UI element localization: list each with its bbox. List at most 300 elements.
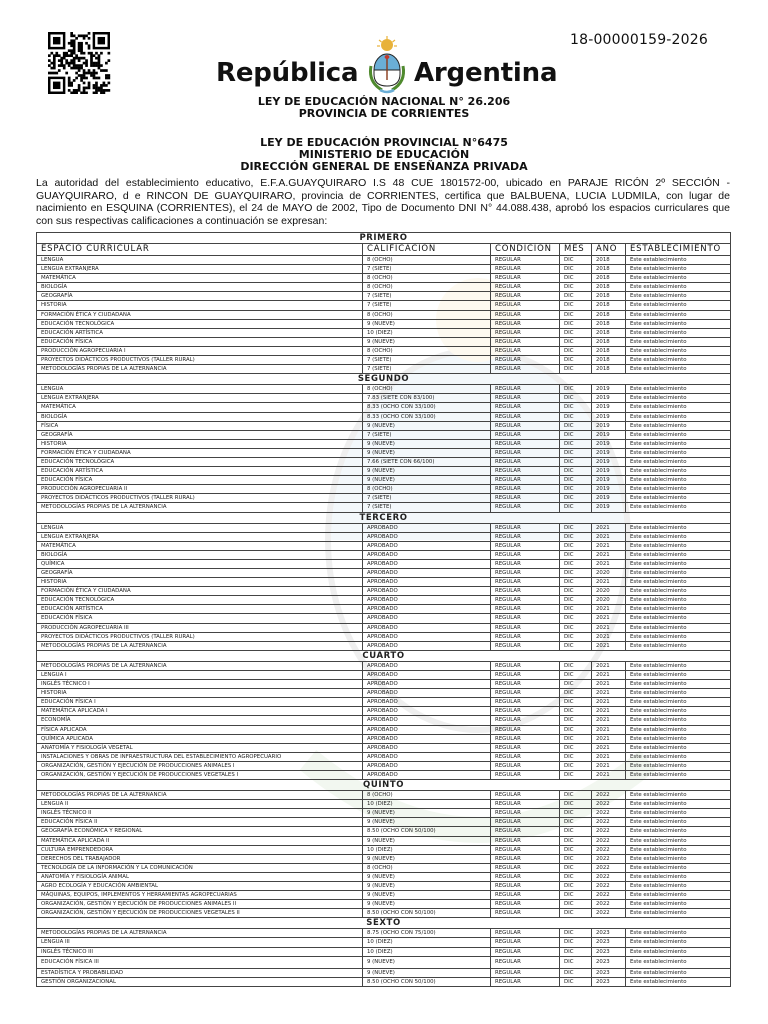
cell-year: 2023 — [592, 956, 626, 968]
cell-institution: Este establecimiento — [626, 319, 731, 328]
cell-year: 2019 — [592, 421, 626, 430]
cell-subject: LENGUA II — [37, 800, 363, 809]
cell-subject: EDUCACIÓN FÍSICA — [37, 476, 363, 485]
cell-institution: Este establecimiento — [626, 707, 731, 716]
cell-institution: Este establecimiento — [626, 809, 731, 818]
table-row — [37, 578, 731, 587]
cell-month: DIC — [560, 494, 592, 503]
cell-grade: 8 (OCHO) — [363, 485, 491, 494]
cell-month: DIC — [560, 670, 592, 679]
cell-month: DIC — [560, 559, 592, 568]
document-serial-number: 18-00000159-2026 — [569, 32, 708, 48]
cell-subject: INGLÉS TÉCNICO I — [37, 680, 363, 689]
table-row — [37, 457, 731, 466]
cell-year: 2020 — [592, 587, 626, 596]
cell-subject: EDUCACIÓN FÍSICA I — [37, 698, 363, 707]
cell-grade: 9 (NUEVE) — [363, 439, 491, 448]
cell-institution: Este establecimiento — [626, 689, 731, 698]
cell-year: 2018 — [592, 337, 626, 346]
table-row — [37, 394, 731, 403]
table-row — [37, 836, 731, 845]
cell-institution: Este establecimiento — [626, 641, 731, 650]
province-name: PROVINCIA DE CORRIENTES — [298, 107, 470, 120]
cell-institution: Este establecimiento — [626, 337, 731, 346]
cell-institution: Este establecimiento — [626, 698, 731, 707]
cell-grade: APROBADO — [363, 605, 491, 614]
cell-institution: Este establecimiento — [626, 283, 731, 292]
cell-condition: REGULAR — [491, 328, 560, 337]
cell-subject: FORMACIÓN ÉTICA Y CIUDADANA — [37, 310, 363, 319]
cell-subject: INGLÉS TÉCNICO III — [37, 947, 363, 956]
cell-subject: EDUCACIÓN FÍSICA III — [37, 956, 363, 968]
table-row — [37, 827, 731, 836]
cell-condition: REGULAR — [491, 457, 560, 466]
table-row — [37, 274, 731, 283]
cell-grade: APROBADO — [363, 707, 491, 716]
table-row — [37, 283, 731, 292]
cell-month: DIC — [560, 863, 592, 872]
column-header-institution: ESTABLECIMIENTO — [626, 244, 731, 256]
cell-month: DIC — [560, 827, 592, 836]
cell-month: DIC — [560, 569, 592, 578]
cell-institution: Este establecimiento — [626, 845, 731, 854]
table-row — [37, 716, 731, 725]
cell-institution: Este establecimiento — [626, 761, 731, 770]
column-header-condition: CONDICIÓN — [491, 244, 560, 256]
cell-condition: REGULAR — [491, 346, 560, 355]
table-row — [37, 809, 731, 818]
cell-condition: REGULAR — [491, 809, 560, 818]
table-row — [37, 698, 731, 707]
table-row — [37, 872, 731, 881]
column-header-grade: CALIFICACIÓN — [363, 244, 491, 256]
cell-institution: Este establecimiento — [626, 716, 731, 725]
cell-grade: 8.75 (OCHO CON 75/100) — [363, 929, 491, 938]
cell-institution: Este establecimiento — [626, 623, 731, 632]
cell-condition: REGULAR — [491, 523, 560, 532]
cell-grade: APROBADO — [363, 632, 491, 641]
cell-condition: REGULAR — [491, 412, 560, 421]
cell-grade: 9 (NUEVE) — [363, 900, 491, 909]
cell-month: DIC — [560, 283, 592, 292]
cell-grade: 9 (NUEVE) — [363, 337, 491, 346]
cell-institution: Este establecimiento — [626, 421, 731, 430]
cell-month: DIC — [560, 541, 592, 550]
table-row — [37, 632, 731, 641]
cell-institution: Este establecimiento — [626, 559, 731, 568]
cell-condition: REGULAR — [491, 421, 560, 430]
cell-grade: APROBADO — [363, 641, 491, 650]
cell-institution: Este establecimiento — [626, 770, 731, 779]
cell-year: 2019 — [592, 476, 626, 485]
cell-year: 2023 — [592, 968, 626, 977]
cell-month: DIC — [560, 328, 592, 337]
column-header-subject: ESPACIO CURRICULAR — [37, 244, 363, 256]
cell-grade: APROBADO — [363, 550, 491, 559]
cell-condition: REGULAR — [491, 503, 560, 512]
cell-year: 2018 — [592, 356, 626, 365]
cell-grade: 8 (OCHO) — [363, 863, 491, 872]
cell-grade: APROBADO — [363, 623, 491, 632]
table-row — [37, 900, 731, 909]
cell-institution: Este establecimiento — [626, 587, 731, 596]
cell-grade: 10 (DIEZ) — [363, 328, 491, 337]
cell-condition: REGULAR — [491, 743, 560, 752]
cell-grade: APROBADO — [363, 698, 491, 707]
cell-institution: Este establecimiento — [626, 439, 731, 448]
cell-year: 2022 — [592, 827, 626, 836]
cell-subject: ESTADÍSTICA Y PROBABILIDAD — [37, 968, 363, 977]
cell-month: DIC — [560, 614, 592, 623]
cell-condition: REGULAR — [491, 845, 560, 854]
cell-condition: REGULAR — [491, 448, 560, 457]
cell-condition: REGULAR — [491, 283, 560, 292]
table-row — [37, 337, 731, 346]
table-row — [37, 734, 731, 743]
cell-year: 2021 — [592, 632, 626, 641]
table-row — [37, 587, 731, 596]
table-row — [37, 494, 731, 503]
cell-institution: Este establecimiento — [626, 743, 731, 752]
cell-institution: Este establecimiento — [626, 882, 731, 891]
table-row — [37, 532, 731, 541]
year-label: CUARTO — [37, 650, 731, 661]
table-row — [37, 761, 731, 770]
table-row — [37, 956, 731, 968]
cell-month: DIC — [560, 550, 592, 559]
cell-condition: REGULAR — [491, 716, 560, 725]
cell-year: 2021 — [592, 605, 626, 614]
cell-grade: APROBADO — [363, 752, 491, 761]
cell-condition: REGULAR — [491, 265, 560, 274]
cell-month: DIC — [560, 430, 592, 439]
cell-year: 2021 — [592, 770, 626, 779]
cell-institution: Este establecimiento — [626, 523, 731, 532]
cell-institution: Este establecimiento — [626, 356, 731, 365]
cell-grade: APROBADO — [363, 532, 491, 541]
cell-grade: 7.83 (SIETE CON 83/100) — [363, 394, 491, 403]
cell-month: DIC — [560, 412, 592, 421]
cell-month: DIC — [560, 854, 592, 863]
cell-condition: REGULAR — [491, 827, 560, 836]
cell-condition: REGULAR — [491, 403, 560, 412]
cell-institution: Este establecimiento — [626, 328, 731, 337]
cell-grade: 9 (NUEVE) — [363, 467, 491, 476]
table-row — [37, 403, 731, 412]
cell-institution: Este establecimiento — [626, 791, 731, 800]
cell-condition: REGULAR — [491, 791, 560, 800]
cell-year: 2022 — [592, 800, 626, 809]
cell-institution: Este establecimiento — [626, 550, 731, 559]
cell-month: DIC — [560, 725, 592, 734]
cell-month: DIC — [560, 956, 592, 968]
cell-subject: INGLÉS TÉCNICO II — [37, 809, 363, 818]
cell-year: 2022 — [592, 900, 626, 909]
cell-year: 2019 — [592, 394, 626, 403]
cell-institution: Este establecimiento — [626, 503, 731, 512]
cell-institution: Este establecimiento — [626, 872, 731, 881]
cell-institution: Este establecimiento — [626, 800, 731, 809]
cell-condition: REGULAR — [491, 256, 560, 265]
year-label: PRIMERO — [37, 233, 731, 244]
cell-month: DIC — [560, 578, 592, 587]
cell-year: 2018 — [592, 365, 626, 374]
cell-subject: HISTORIA — [37, 439, 363, 448]
cell-institution: Este establecimiento — [626, 854, 731, 863]
cell-institution: Este establecimiento — [626, 578, 731, 587]
cell-condition: REGULAR — [491, 494, 560, 503]
table-row — [37, 385, 731, 394]
cell-condition: REGULAR — [491, 909, 560, 918]
header-title — [210, 58, 570, 94]
cell-condition: REGULAR — [491, 872, 560, 881]
cell-month: DIC — [560, 818, 592, 827]
year-header-row — [37, 650, 731, 661]
cell-year: 2022 — [592, 845, 626, 854]
cell-grade: 7 (SIETE) — [363, 494, 491, 503]
cell-year: 2021 — [592, 670, 626, 679]
cell-condition: REGULAR — [491, 365, 560, 374]
cell-subject: CULTURA EMPRENDEDORA — [37, 845, 363, 854]
cell-year: 2022 — [592, 836, 626, 845]
cell-subject: EDUCACIÓN ARTÍSTICA — [37, 328, 363, 337]
cell-institution: Este establecimiento — [626, 938, 731, 947]
cell-year: 2021 — [592, 541, 626, 550]
cell-condition: REGULAR — [491, 559, 560, 568]
cell-grade: 9 (NUEVE) — [363, 836, 491, 845]
cell-month: DIC — [560, 503, 592, 512]
cell-month: DIC — [560, 394, 592, 403]
cell-grade: APROBADO — [363, 569, 491, 578]
cell-subject: ORGANIZACIÓN, GESTIÓN Y EJECUCIÓN DE PRODUCCIONES VEGETALES II — [37, 909, 363, 918]
cell-grade: 8.50 (OCHO CON 50/100) — [363, 909, 491, 918]
cell-month: DIC — [560, 467, 592, 476]
cell-subject: PRODUCCIÓN AGROPECUARIA I — [37, 346, 363, 355]
cell-month: DIC — [560, 385, 592, 394]
column-header-month: MES — [560, 244, 592, 256]
cell-year: 2018 — [592, 265, 626, 274]
cell-month: DIC — [560, 800, 592, 809]
cell-year: 2021 — [592, 734, 626, 743]
table-row — [37, 845, 731, 854]
cell-grade: APROBADO — [363, 716, 491, 725]
cell-subject: LENGUA EXTRANJERA — [37, 394, 363, 403]
cell-subject: AGRO ECOLOGÍA Y EDUCACIÓN AMBIENTAL — [37, 882, 363, 891]
cell-year: 2019 — [592, 448, 626, 457]
cell-grade: 7 (SIETE) — [363, 503, 491, 512]
cell-subject: EDUCACIÓN ARTÍSTICA — [37, 605, 363, 614]
cell-institution: Este establecimiento — [626, 265, 731, 274]
cell-grade: 7 (SIETE) — [363, 301, 491, 310]
cell-subject: FÍSICA — [37, 421, 363, 430]
year-label: SEGUNDO — [37, 374, 731, 385]
table-row — [37, 725, 731, 734]
cell-condition: REGULAR — [491, 689, 560, 698]
cell-subject: BIOLOGÍA — [37, 550, 363, 559]
cell-month: DIC — [560, 900, 592, 909]
cell-year: 2021 — [592, 743, 626, 752]
cell-subject: BIOLOGÍA — [37, 412, 363, 421]
cell-subject: FORMACIÓN ÉTICA Y CIUDADANA — [37, 448, 363, 457]
cell-condition: REGULAR — [491, 569, 560, 578]
cell-condition: REGULAR — [491, 578, 560, 587]
cell-year: 2021 — [592, 532, 626, 541]
cell-year: 2021 — [592, 523, 626, 532]
cell-institution: Este establecimiento — [626, 301, 731, 310]
table-row — [37, 550, 731, 559]
cell-condition: REGULAR — [491, 614, 560, 623]
cell-year: 2019 — [592, 494, 626, 503]
cell-grade: 8 (OCHO) — [363, 346, 491, 355]
table-row — [37, 891, 731, 900]
cell-year: 2022 — [592, 872, 626, 881]
cell-grade: 9 (NUEVE) — [363, 956, 491, 968]
cell-condition: REGULAR — [491, 385, 560, 394]
table-row — [37, 854, 731, 863]
cell-month: DIC — [560, 743, 592, 752]
cell-institution: Este establecimiento — [626, 734, 731, 743]
year-label: QUINTO — [37, 780, 731, 791]
cell-condition: REGULAR — [491, 891, 560, 900]
cell-institution: Este establecimiento — [626, 909, 731, 918]
cell-month: DIC — [560, 448, 592, 457]
cell-year: 2022 — [592, 909, 626, 918]
year-label: TERCERO — [37, 512, 731, 523]
cell-subject: ORGANIZACIÓN, GESTIÓN Y EJECUCIÓN DE PRODUCCIONES ANIMALES II — [37, 900, 363, 909]
cell-grade: 9 (NUEVE) — [363, 882, 491, 891]
cell-subject: METODOLOGÍAS PROPIAS DE LA ALTERNANCIA — [37, 791, 363, 800]
cell-month: DIC — [560, 356, 592, 365]
cell-subject: ANATOMÍA Y FISIOLOGÍA VEGETAL — [37, 743, 363, 752]
cell-month: DIC — [560, 421, 592, 430]
cell-grade: 9 (NUEVE) — [363, 854, 491, 863]
cell-condition: REGULAR — [491, 900, 560, 909]
argentina-coat-of-arms-icon — [364, 36, 410, 96]
cell-subject: GESTIÓN ORGANIZACIONAL — [37, 977, 363, 986]
cell-subject: QUÍMICA APLICADA — [37, 734, 363, 743]
table-row — [37, 977, 731, 986]
cell-month: DIC — [560, 761, 592, 770]
table-row — [37, 752, 731, 761]
cell-subject: BIOLOGÍA — [37, 283, 363, 292]
cell-year: 2021 — [592, 661, 626, 670]
cell-grade: APROBADO — [363, 743, 491, 752]
cell-subject: LENGUA — [37, 256, 363, 265]
cell-grade: 7 (SIETE) — [363, 356, 491, 365]
cell-month: DIC — [560, 265, 592, 274]
cell-institution: Este establecimiento — [626, 632, 731, 641]
cell-year: 2018 — [592, 346, 626, 355]
cell-institution: Este establecimiento — [626, 956, 731, 968]
cell-grade: 9 (NUEVE) — [363, 818, 491, 827]
cell-institution: Este establecimiento — [626, 596, 731, 605]
cell-year: 2018 — [592, 301, 626, 310]
cell-grade: 7 (SIETE) — [363, 292, 491, 301]
cell-condition: REGULAR — [491, 752, 560, 761]
cell-subject: QUÍMICA — [37, 559, 363, 568]
cell-grade: APROBADO — [363, 614, 491, 623]
cell-subject: EDUCACIÓN TECNOLÓGICA — [37, 319, 363, 328]
cell-subject: ECONOMÍA — [37, 716, 363, 725]
cell-condition: REGULAR — [491, 310, 560, 319]
cell-subject: ORGANIZACIÓN, GESTIÓN Y EJECUCIÓN DE PRODUCCIONES VEGETALES I — [37, 770, 363, 779]
cell-institution: Este establecimiento — [626, 394, 731, 403]
cell-condition: REGULAR — [491, 770, 560, 779]
cell-month: DIC — [560, 909, 592, 918]
cell-condition: REGULAR — [491, 661, 560, 670]
cell-grade: APROBADO — [363, 559, 491, 568]
grades-table-body — [37, 233, 731, 987]
cell-month: DIC — [560, 882, 592, 891]
cell-month: DIC — [560, 403, 592, 412]
table-row — [37, 292, 731, 301]
cell-grade: 9 (NUEVE) — [363, 809, 491, 818]
cell-month: DIC — [560, 716, 592, 725]
cell-month: DIC — [560, 698, 592, 707]
cell-month: DIC — [560, 365, 592, 374]
cell-subject: PROYECTOS DIDÁCTICOS PRODUCTIVOS (TALLER RURAL) — [37, 632, 363, 641]
cell-subject: FÍSICA APLICADA — [37, 725, 363, 734]
cell-condition: REGULAR — [491, 394, 560, 403]
cell-institution: Este establecimiento — [626, 614, 731, 623]
cell-institution: Este establecimiento — [626, 900, 731, 909]
cell-condition: REGULAR — [491, 836, 560, 845]
cell-grade: 8 (OCHO) — [363, 256, 491, 265]
cell-month: DIC — [560, 770, 592, 779]
cell-month: DIC — [560, 707, 592, 716]
cell-institution: Este establecimiento — [626, 752, 731, 761]
cell-condition: REGULAR — [491, 356, 560, 365]
cell-institution: Este establecimiento — [626, 310, 731, 319]
cell-month: DIC — [560, 689, 592, 698]
year-header-row — [37, 780, 731, 791]
cell-year: 2018 — [592, 256, 626, 265]
cell-subject: METODOLOGÍAS PROPIAS DE LA ALTERNANCIA — [37, 503, 363, 512]
cell-grade: 9 (NUEVE) — [363, 319, 491, 328]
cell-month: DIC — [560, 587, 592, 596]
cell-month: DIC — [560, 523, 592, 532]
cell-institution: Este establecimiento — [626, 346, 731, 355]
cell-subject: GEOGRAFÍA ECONÓMICA Y REGIONAL — [37, 827, 363, 836]
table-row — [37, 265, 731, 274]
cell-month: DIC — [560, 872, 592, 881]
cell-condition: REGULAR — [491, 947, 560, 956]
table-row — [37, 623, 731, 632]
cell-grade: APROBADO — [363, 587, 491, 596]
cell-subject: EDUCACIÓN FÍSICA — [37, 614, 363, 623]
cell-subject: GEOGRAFÍA — [37, 430, 363, 439]
cell-month: DIC — [560, 752, 592, 761]
cell-year: 2023 — [592, 938, 626, 947]
cell-month: DIC — [560, 632, 592, 641]
table-row — [37, 503, 731, 512]
cell-subject: PROYECTOS DIDÁCTICOS PRODUCTIVOS (TALLER RURAL) — [37, 356, 363, 365]
cell-grade: 7 (SIETE) — [363, 265, 491, 274]
cell-institution: Este establecimiento — [626, 977, 731, 986]
cell-year: 2021 — [592, 689, 626, 698]
cell-condition: REGULAR — [491, 977, 560, 986]
cell-condition: REGULAR — [491, 698, 560, 707]
cell-condition: REGULAR — [491, 301, 560, 310]
directorate-name: DIRECCIÓN GENERAL DE ENSEÑANZA PRIVADA — [240, 160, 528, 173]
cell-condition: REGULAR — [491, 800, 560, 809]
cell-subject: EDUCACIÓN TECNOLÓGICA — [37, 457, 363, 466]
cell-year: 2021 — [592, 641, 626, 650]
cell-month: DIC — [560, 929, 592, 938]
cell-grade: APROBADO — [363, 734, 491, 743]
cell-subject: MATEMÁTICA — [37, 403, 363, 412]
cell-institution: Este establecimiento — [626, 274, 731, 283]
